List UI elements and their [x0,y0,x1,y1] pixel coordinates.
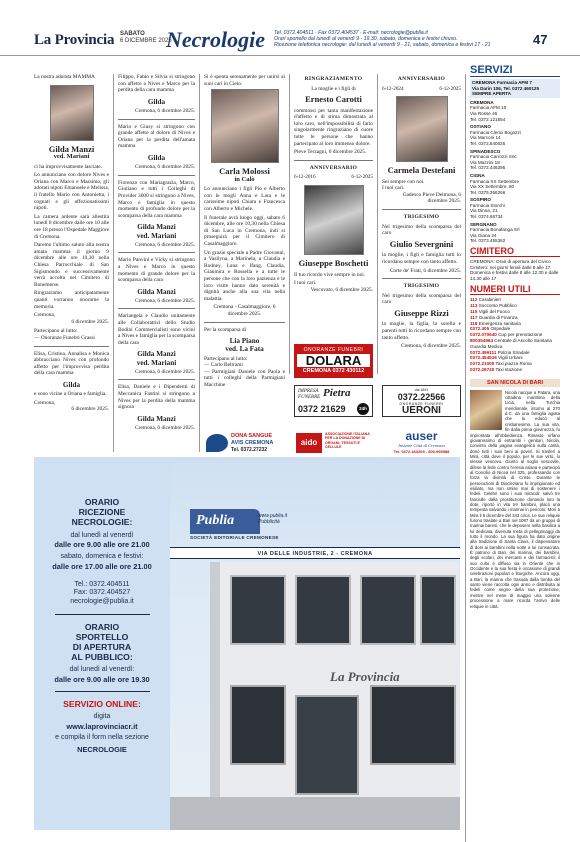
pharmacy-town: SOSPIRO [470,197,491,203]
column-divider [465,74,466,842]
pharmacy-phone: Tel. 0373.455362 [470,238,506,244]
pharmacy-town: OSTIANO [470,124,491,130]
ad-auser-logo: auser [405,429,438,443]
date-label: Cremona, 6 dicembre 2025. [400,343,461,350]
condolence-text: — Carlo Beltrami [204,362,243,369]
publia-tagline: Pubblicità [258,519,280,525]
portrait-photo [304,185,364,255]
phone-number: 0372.499111 [470,349,497,355]
services-sidebar [470,64,560,609]
ad-dolara[interactable] [294,344,373,378]
ad-pietra-line2: FUNEBRE [298,394,321,400]
hours-time: dalle ore 17.00 alle ore 21.00 [52,561,152,571]
pharmacy-main-note: SEMPRE APERTA [472,91,512,97]
condolence-text: — Onoranze Funebri Grassi [34,334,95,341]
ad-pietra-name: Pietra [323,387,351,399]
saint-of-day [470,390,560,609]
avis-logo-icon [206,434,228,452]
notice-heading: RINGRAZIAMENTO [304,76,363,82]
ad-ueroni-phone: 0372.22566 [397,392,446,402]
phone-service: Emergenza sanitaria [478,320,521,326]
obituary-text: Nel trigesimo della scomparsa del caro [382,223,461,237]
pharmacy-name: Farmacia Clerici Bogozzi [470,129,521,135]
pharmacy-town: SERGNANO [470,221,497,227]
ad-aido-text: ASSOCIAZIONE ITALIANA PER LA DONAZIONE DI ORGANI, TESSUTI E CELLULE [325,432,370,450]
ad-auser-sub: Insieme Città di Cremona [398,443,445,448]
publia-logo: Publia [196,513,235,528]
contact-line-1: Tel. 0372.404511 · Fax 0372.404537 · E-mail: necrologie@publia.it [274,30,428,36]
useful-numbers-heading: NUMERI UTILI [470,284,560,295]
signature-subname: ved. Mariani [136,231,177,240]
notice-heading: TRIGESIMO [403,214,440,221]
issue-date-text: 6 DICEMBRE 2025 [120,38,172,44]
phone-number: 0372.21000 [470,361,495,367]
pharmacy-phone: Tel. 0372.446395 [470,165,506,171]
ad-ueroni-name: UERONI [402,405,441,416]
pharmacy-main-address: Via Darin 106, Tel. 0372 460125 [472,85,539,91]
publia-company: SOCIETÀ EDITORIALE CREMONESE [190,535,279,540]
condolence-text: Mariangela e Claudio unitamente alle Collaboratrici dello Studio Bodini Commercialisti sono vicini a Nives e famiglia per la scomparsa della cara [118,313,195,346]
hours-time: dalle ore 9.00 alle ore 21.00 [54,540,150,550]
obituary-text: Ringraziamo anticipatamente quanti vorranno onorarne la memoria. [34,290,109,310]
signature-name: Gilda Manzi [137,414,176,423]
date-label: Corte de' Frati, 6 dicembre 2025. [389,267,461,274]
phone-service: Vigili del Fuoco [478,309,510,314]
phone-service: Polizia Stradale [497,349,530,355]
pharmacy-name: Farmacia Carrozzi Snc [470,154,517,160]
signature-subname: ved. Mariani [136,358,177,367]
date-end: 6-12-2025 [439,85,461,92]
phone-number: 0372.26740 [470,366,495,372]
pharmacy-town: CREMONA [470,99,494,105]
notice-heading: TRIGESIMO [403,283,440,290]
ad-avis[interactable] [204,430,285,456]
obituary-column-3 [204,74,285,389]
cemetery-hours: CREMONA: Orari di apertura del Civico Cimitero: nei giorni feriali dalle 8 alle 17. Domenica e festivi dalle 8 alle 12.30 e dalle 14.30 alle 17 [470,259,559,281]
condolence-text: Partecipano al lutto: [204,355,248,362]
condolence-text: Per la scomparsa di [204,326,247,333]
pharmacy-address: Via Rosse 46 [470,110,498,116]
hours-days: dal lunedì al venerdì [70,531,134,539]
desk-title: SPORTELLO [75,631,129,642]
date-label: 6 dicembre 2025. [71,318,109,325]
obituary-column-2 [118,74,195,432]
ad-auser[interactable] [382,430,461,456]
condolence-text: Mario Panvini e Vicky si stringono a Nives e Marco in questo momento di grande dolore per la scomparsa della cara [118,257,195,284]
hours-title: RICEZIONE [78,507,126,518]
condolence-text: Partecipano al lutto: [34,328,78,335]
ad-pietra[interactable] [294,385,373,417]
issue-day: SABATO [120,31,145,37]
date-end: 6-12-2025 [351,174,373,181]
ad-avis-line2: AVIS CREMONA [231,440,274,446]
obituary-text: Lo annunciano con dolore Nives e Oriana con Marco e Massimo, gli adorati nipoti Emanuele e Melissa, il fratello Mario con Antonietta, i cognati e gli affezionatissimi nipoti. [34,172,109,212]
deceased-name: Giuseppe Boschetti [298,258,369,269]
saint-text: Nicola nacque a Patara, una cittadina marittima della Licia, nella Turchia meridionale, intorno al 270 d.C. da una famiglia agiata che lo educò al cristianesimo. La sua vita, fin dalla prima giovinezza, fu improntata all'obbedienza. Rimasto orfano giovanissimo di entrambi i genitori, Nicola, convinto della pagina evangelica sulla carità, donò tutti i suoi beni ai poveri. Si trasferì a Mira, città dove il popolo, per le sue virtù, lo elesse vescovo. Giunto al soglio vescovile, difese la fede contro l'eresia ariana e partecipò al Concilio di Nicea nel 325, professando con forza la divinità di Cristo. Durante le persecuzioni di Diocleziano fu imprigionato ed esiliato, ma non smise mai di sostenere i fedeli. Celebri sono i suoi miracoli: salvò tre fanciulle dalla prostituzione donando loro la dote, riportò in vita tre bambini, placò una tempesta salvando i marinai in pericolo. Morì a Mira il 6 dicembre del 343 circa. Le sue reliquie furono traslate a Bari nel 1087 da un gruppo di marinai baresi, che le deposero nella basilica a lui dedicata, divenuta meta di pellegrinaggi da tutto il mondo. La sua figura ha dato origine alla tradizione di Santa Claus, il dispensatore di doni ai bambini nella notte a lui consacrata. È patrono di Bari, dei marinai, dei bambini, degli scolari, dei mercanti e dei farmacisti; il suo culto è diffuso sia in Oriente che in Occidente e la sua festa è occasione di grandi celebrazioni popolari e liturgiche. Ancora oggi, a Bari, la manna che trasuda dalla tomba del santo viene raccolta ogni anno e distribuita ai fedeli come segno della sua protezione, mentre nel mese di maggio una solenne processione a mare ricorda l'arrivo delle reliquie in città. [470,389,560,609]
ad-auser-phone: Tel. 0372.463265 - 800.995988 [393,449,450,454]
pharmacy-address: Via Mazzini 18 [470,159,500,165]
phone-service: Guardia di Finanza [478,314,518,320]
contact-info [274,30,526,49]
obituary-text: Il funerale avrà luogo oggi, sabato 6 dicembre, alle ore 10,30 nella Chiesa di San Luca in Cremona, indi si proseguirà per il Cimitero di Casalmaggiore. [204,214,285,248]
hours-panel [34,457,170,830]
services-heading: SERVIZI [470,64,560,77]
date-label: Vescovato, 6 dicembre 2025. [310,286,373,293]
phone-service: Centrale di Ascolto Sanitaria Guardia Medica [470,337,552,349]
obituary-column-1 [34,74,109,413]
ad-ueroni-line: ONORANZE FUNEBRI [399,402,444,406]
pharmacy-town: SPINADESCO [470,148,501,154]
ad-dolara-phone: CREMONA 0372 430112 [302,368,365,374]
date-label: Cremona, 6 dicembre 2025. [134,164,195,171]
page-header [0,0,580,56]
phone-service: Ospedale [490,326,511,332]
saint-portrait [470,390,502,430]
pharmacy-phone: Tel. 0375.356266 [470,189,506,195]
obituary-text: ci ha improvvisamente lasciate. [34,163,102,170]
obituary-text: I tuoi cari. [294,280,317,287]
obituary-text: la moglie, i figli e famiglia tutti lo ricordano sempre con tanto affetto. [382,252,461,265]
notice-heading: ANNIVERSARIO [309,164,358,171]
phone-service: Soccorso Pubblico [478,303,517,309]
pharmacy-phone: Tel. 0374.68734 [470,214,503,220]
office-address: VIA DELLE INDUSTRIE, 2 - CREMONA [170,547,460,559]
signature-name: Gilda Manzi [137,223,176,232]
pharmacy-list [470,79,560,244]
place-label: Pieve Terzagni, 6 dicembre 2025. [294,149,367,156]
obituary-intro: La nostra adorata MAMMA [34,74,95,80]
ad-aido-logo: aido [296,433,322,453]
newspaper-title: La Provincia [34,32,115,48]
hours-title: NECROLOGIE: [71,517,133,528]
publia-web: www.publia.it [258,513,288,519]
notice-heading: ANNIVERSARIO [397,76,446,82]
signature-name: Gilda [147,153,166,162]
anniversary-dates [294,174,373,181]
phone-number: 113 [470,303,478,309]
phone-number: 112 [470,297,478,303]
obituary-text: I tuoi cari. [382,185,405,192]
obituary-text: Sei sempre con noi. [382,178,425,185]
date-label: Cremona, 6 dicembre 2025. [134,297,195,304]
obituary-text: Lo annunciano i figli Pio e Alberto con le mogli Anna e Lara e le carissime nipoti Chiara e Francesca con Alberto e Michele. [204,186,285,213]
hours-email[interactable]: necrologie@publia.it [70,597,134,605]
phone-service: Taxi piazza Roma [495,361,532,367]
obituary-text: Nel trigesimo della scomparsa del caro [382,292,461,306]
date-label: Cremona, 6 dicembre 2025. [134,368,195,375]
obituary-text: La camera ardente sarà allestita lunedì 8 dicembre dalle ore 10 alle ore 18 presso l'Ospedale Maggiore di Cremona. [34,213,109,240]
condolence-text: Filippo, Fabio e Silvia si stringono con affetto a Nives e Marco per la perdita della cara mamma [118,74,195,94]
obituary-intro: La moglie e i figli di [311,85,356,92]
obituary-intro: Si è spenta serenamente per unirsi ai suoi cari in Cielo. [204,74,285,87]
column-divider [377,74,378,374]
signature-subname: ved. La Fata [225,345,264,354]
ad-pietra-24h-badge: 24h [357,403,369,415]
ad-avis-phone: Tel. 0372.27232 [231,447,268,453]
pharmacy-name: Farmacia Storchi [470,202,505,208]
date-label: Cremona, 6 dicembre 2025. [134,241,195,248]
pharmacy-phone: Tel. 0372.840025 [470,140,506,146]
ad-dolara-line1: ONORANZE FUNEBRI [303,347,364,353]
condolence-text: Elisa, Cristina, Annalisa e Monica abbracciano Nives con profondo affetto per l'improvvisa perdita della cara mamma [34,350,109,377]
office-photo [170,457,460,830]
phone-number: 800354964 [470,337,493,343]
desk-title: ORARIO [84,621,120,632]
hours-title: ORARIO [84,497,120,507]
phone-service: Vigili Urbani [498,355,523,361]
hours-fax: Fax: 0372.404527 [73,589,131,597]
desk-time: dalle ore 9.00 alle ore 19.30 [54,674,150,684]
pharmacy-name: Farmacia Bonafanga Srl [470,227,520,233]
online-section: NECROLOGIE [77,745,127,755]
phone-number: 118 [470,320,478,326]
pharmacy-address: Via Giana 24 [470,232,497,238]
column-divider [113,74,114,452]
online-title: SERVIZIO ONLINE: [63,698,141,709]
deceased-name: Carmela Destefani [387,165,456,176]
phone-number: 117 [470,314,478,320]
signature-name: Gilda [147,97,166,106]
pharmacy-address: Via XX Settembre, 60 [470,184,515,190]
ad-aido[interactable] [294,430,373,456]
ad-avis-line1: DONA SANGUE [231,433,273,439]
deceased-name: Giuseppe Rizzi [394,307,449,318]
portrait-photo [50,85,94,141]
desk-title: AL PUBBLICO: [71,652,133,663]
signature-name: Gilda Manzi [137,287,176,296]
hours-phone: Tel.: 0372.404511 [74,580,130,588]
obituary-text: commossi per tanta manifestazione d'affetto e di stima dimostrata al loro caro, nell'impossibilità di farlo singolarmente ringraziano di cuore tutte le persone che hanno partecipato al loro immenso dolore. [294,107,373,147]
anniversary-dates [382,86,461,93]
place-label: Cremona, [34,399,56,406]
pharmacy-name: Farmacia AFM 10 [470,105,507,111]
ad-ueroni-since: dal 1891 [414,388,429,392]
saint-of-day-heading: SAN NICOLA DI BARI [470,379,560,387]
cemetery-heading: CIMITERO [470,246,560,257]
deceased-name: Ernesto Carotti [305,94,362,105]
pharmacy-address: Via Dinna, 21 [470,208,498,214]
pharmacy-town: CIGNA [470,172,485,178]
date-label: 6 dicembre 2025. [71,406,109,413]
obituary-text: la moglie, la figlia, la sorella e parenti tutti lo ricordano sempre con tanto affetto. [382,321,461,341]
deceased-name: Gilda Manzi [48,143,95,154]
signature-name: Gilda [62,380,81,389]
obituary-text: Il tuo ricordo vive sempre in noi. [294,271,366,278]
ad-pietra-phone: 0372 21629 [298,404,346,414]
phone-service: Carabinieri [478,297,501,303]
pharmacy-phone: Tel. 0372.121554 [470,116,506,122]
hours-days: sabato, domenica e festivi: [60,553,144,561]
portrait-photo [396,96,448,162]
pharmacy-main: CREMONA Farmacia AFM 7 [472,80,532,85]
obituary-column-5 [382,74,461,350]
signature-name: Gilda Manzi [137,350,176,359]
phone-number: 115 [470,309,478,314]
building-sign: La Provincia [330,669,400,684]
date-label: Cremona, 6 dicembre 2025. [134,425,195,432]
page-number: 47 [533,32,548,47]
condolence-text: e sono vicine a Oriana e famiglia. [34,391,107,398]
date-start: 6-12-2016 [294,174,316,181]
useful-numbers-list [470,297,560,372]
date-label: Gadesco Pieve Delmona, 6 dicembre 2025. [402,191,461,205]
date-label: Cremona, 6 dicembre 2025. [134,107,195,114]
deceased-subname: ved. Mariani [53,153,90,161]
contact-line-3: Ricezione telefonica necrologie: dal lunedì al venerdì 9 - 21, sabato, domenica e festivi 17 - 21 [274,42,491,49]
online-url[interactable]: www.laprovinciacr.it [66,721,138,731]
phone-service: Taxi stazione [495,366,523,372]
online-text: digita [93,713,111,721]
condolence-text: Fiorenzo con Mariagrazia, Marco, Giuliano e tutti i Colleghi di Provider 3000 si stringono a Nives, Marco e famiglia in questo momento di profondo dolore per la scomparsa della cara mamma [118,179,195,219]
phone-number: 0372.405 [470,326,490,332]
condolence-text: Elisa, Daniele e i Dipendenti di Meccanica Fantini si stringono a Nives per la perdita della mamma signora [118,384,195,411]
phone-number: 0372.070640 [470,332,497,338]
date-label: Cremona - Casalmaggiore, 6 dicembre 2025. [213,304,276,317]
deceased-name: Carla Molossi [219,166,270,177]
portrait-photo [211,89,279,163]
contact-line-2: Orari sportello dal lunedì al venerdì 9 - 19.30, sabato, domenica e festivi chiuso. [274,36,458,43]
obituary-column-4 [294,74,373,293]
obituary-text: Un grazie speciale a Padre Giovanni, a Vasilyna, a Marinela, a Claudia e Rodney, Luna e Ifang, Claudia, Gianmira e Rossella e a tutte le persone che con la loro pazienza e le loro visite hanno dato serenità e dignità anche alla sua vita nella malattia. [204,249,285,302]
column-divider [199,74,200,452]
signature-name: Lia Piano [229,337,260,346]
place-label: Cremona, [34,312,56,319]
publia-promo [34,457,460,830]
ad-pietra-line1: IMPRESA [298,389,319,394]
ad-dolara-name: DOLARA [297,354,370,367]
condolence-text: — Parmigiani Daniele con Paola e tutti i colleghi della Parmigiani Macchine [204,368,285,388]
section-title: Necrologie [166,27,265,52]
issue-date [120,31,172,45]
deceased-name: Giulio Severgnini [389,238,454,249]
condolence-text: Mario e Giusy si stringono con grande affetto al dolore di Nives e Oriana per la perdita dell'amata mamma [118,123,195,150]
phone-service: Cup per prenotazione [498,332,543,338]
phone-number: 0372.454516 [470,355,497,361]
date-start: 6-12-2024 [382,85,404,92]
column-divider [289,74,290,374]
desk-title: DI APERTURA [72,641,132,652]
obituary-text: Daremo l'ultimo saluto alla nostra amata mamma il giorno 9 dicembre alle ore 10,30 nella Chiesa Parrocchiale di San Sigismondo e successivamente verrà accolta nel Cimitero di Bonemerse. [34,242,109,288]
pharmacy-name: Farmacia XX Settembre [470,178,520,184]
online-text: e compila il form nella sezione [55,733,149,741]
desk-days: dal lunedì al venerdì: [69,666,135,674]
deceased-subname: in Calò [234,175,255,183]
ad-ueroni[interactable] [382,385,461,417]
pharmacy-address: Via Marconi 14 [470,135,501,141]
